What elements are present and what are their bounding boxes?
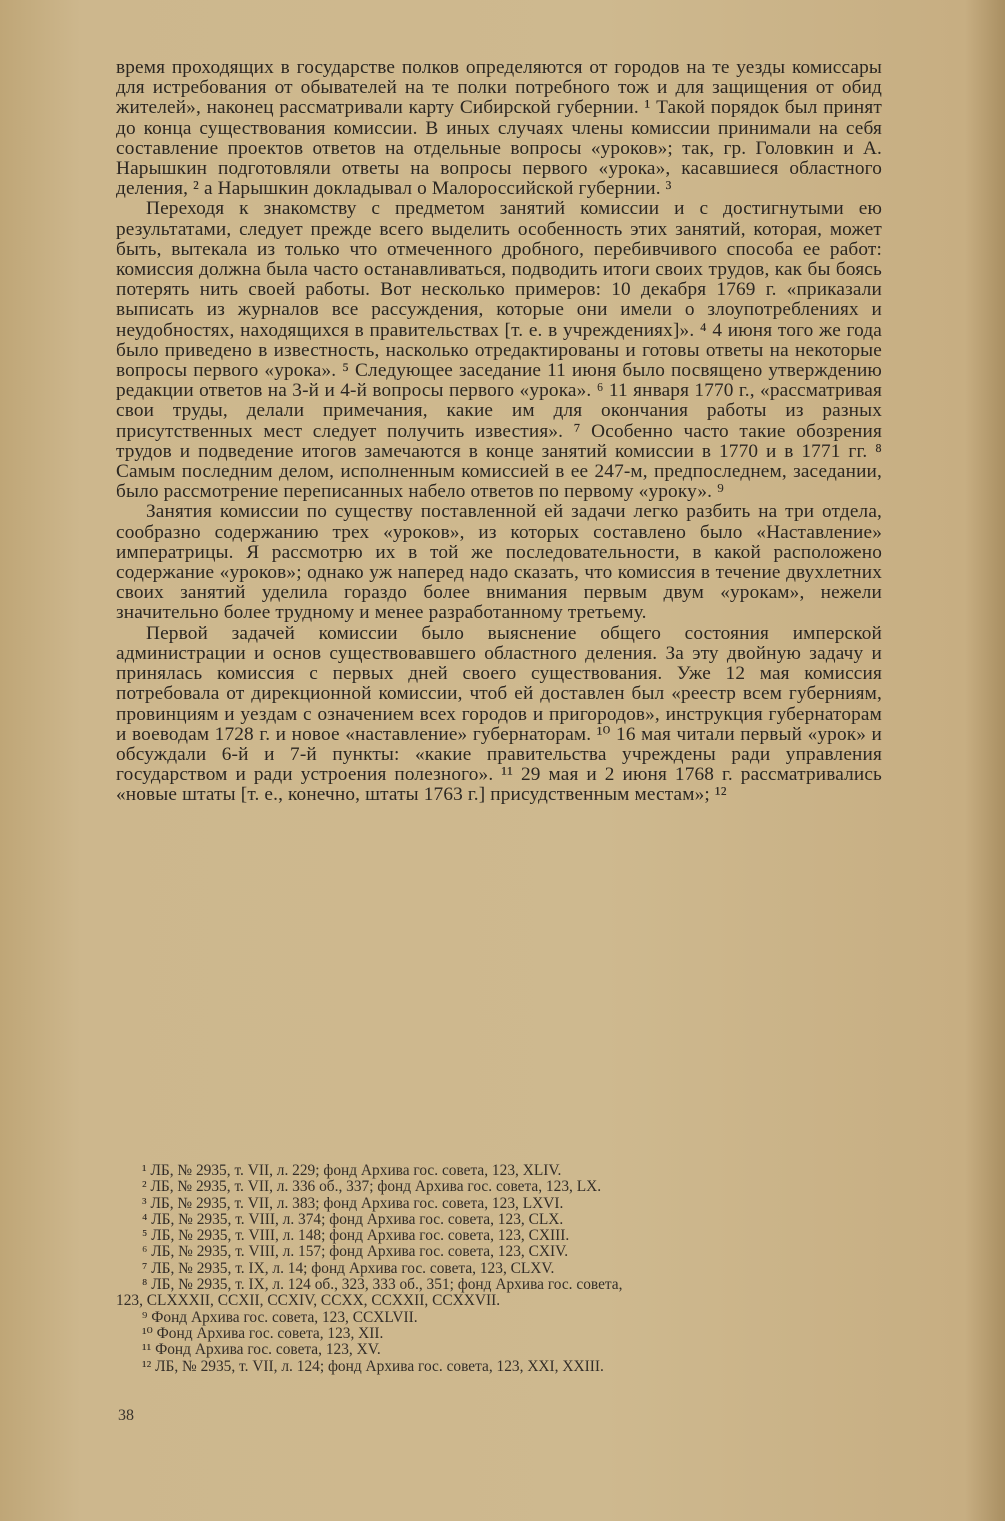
footnote: ² ЛБ, № 2935, т. VII, л. 336 об., 337; фонд Архива гос. совета, 123, LX.: [142, 1178, 602, 1196]
paragraph: Занятия комиссии по существу поставленной ей задачи легко разбить на три отдела, сообразно содержанию трех «уроков», из которых составлено было «Наставление» императрицы. Я рассмотрю их в той же последовательности, в какой расположено содержание «уроков»; однако уж наперед надо сказать, что комиссия в течение двухлетних своих занятий уделила гораздо более внимания первым двум «урокам», нежели значительно более трудному и менее разработанному третьему.: [116, 501, 882, 624]
footnote: ⁵ ЛБ, № 2935, т. VIII, л. 148; фонд Архива гос. совета, 123, CXIII.: [142, 1227, 570, 1245]
page-number: 38: [118, 1407, 134, 1424]
footnote: ¹¹ Фонд Архива гос. совета, 123, XV.: [142, 1341, 381, 1359]
footnote: ⁶ ЛБ, № 2935, т. VIII, л. 157; фонд Архива гос. совета, 123, CXIV.: [142, 1243, 569, 1261]
footnote: ¹ ЛБ, № 2935, т. VII, л. 229; фонд Архива гос. совета, 123, XLIV.: [142, 1162, 562, 1179]
footnote: ¹⁰ Фонд Архива гос. совета, 123, XII.: [142, 1324, 384, 1342]
paragraph: Первой задачей комиссии было выяснение общего состояния имперской администрации и основ существовавшего областного деления. За эту двойную задачу и принялась комиссия с первых дней своего существования. Уже 12 мая комиссия потребовала от дирекционной комиссии, чтоб ей доставлен был «реестр всем губерниям, провинциям и уездам с означением всех городов и пригородов», инструкция губернаторам и воеводам 1728 г. и новое «наставление» губернаторам. ¹⁰ 16 мая читали первый «урок» и обсуждали 6-й и 7-й пункты: «какие правительства учреждены ради управления государством и ради устроения полезного». ¹¹ 29 мая и 2 июня 1768 г. рассматривались «новые штаты [т. е., конечно, штаты 1763 г.] присудственным местам»; ¹²: [116, 622, 882, 806]
footnote: ³ ЛБ, № 2935, т. VII, л. 383; фонд Архива гос. совета, 123, LXVI.: [142, 1194, 564, 1212]
footnote: ⁷ ЛБ, № 2935, т. IX, л. 14; фонд Архива гос. совета, 123, CLXV.: [142, 1259, 555, 1277]
footnote: ⁹ Фонд Архива гос. совета, 123, CCXLVII.: [142, 1308, 418, 1326]
footnotes: [116, 1163, 882, 1375]
paragraph: Переходя к знакомству с предметом занятий комиссии и с достигнутыми ею результатами, следует прежде всего выделить особенность этих занятий, которая, может быть, вытекала из только что отмеченного дробного, перебивчивого способа ее работ: комиссия должна была часто останавливаться, подводить итоги своих трудов, как бы боясь потерять нить своей работы. Вот несколько примеров: 10 декабря 1769 г. «приказали выписать из журналов все рассуждения, которые они имели о злоупотреблениях и неудобностях, находящихся в правительствах [т. е. в учреждениях]». ⁴ 4 июня того же года было приведено в известность, насколько отредактированы и готовы ответы на некоторые вопросы первого «урока». ⁵ Следующее заседание 11 июня было посвящено утверждению редакции ответов на 3-й и 4-й вопросы первого «урока». ⁶ 11 января 1770 г., «рассматривая свои труды, делали примечания, какие им для окончания работы из разных присутственных мест следует получить известия». ⁷ Особенно часто такие обозрения трудов и подведение итогов замечаются в конце занятий комиссии в 1770 и в 1771 гг. ⁸ Самым последним делом, исполненным комиссией в ее 247-м, предпоследнем, заседании, было рассмотрение переписанных набело ответов по первому «уроку». ⁹: [116, 198, 882, 503]
paragraph: время проходящих в государстве полков определяются от городов на те уезды комиссары для истребования от обывателей на те полки потребного тож и для защищения от обид жителей», наконец рассматривали карту Сибирской губернии. ¹ Такой порядок был принят до конца существования комиссии. В иных случаях члены комиссии принимали на себя составление проектов ответов на отдельные вопросы «уроков»; так, гр. Головкин и А. Нарышкин подготовляли ответы на вопросы первого «урока», касавшиеся областного деления, ² а Нарышкин докладывал о Малороссийской губернии. ³: [116, 57, 882, 200]
footnote: ⁸ ЛБ, № 2935, т. IX, л. 124 об., 323, 333 об., 351; фонд Архива гос. совета,: [142, 1276, 623, 1294]
footnote-continuation: 123, CLXXXII, CCXII, CCXIV, CCXX, CCXXII, CCXXVII.: [116, 1292, 501, 1310]
main-text: [116, 58, 882, 806]
footnote: ¹² ЛБ, № 2935, т. VII, л. 124; фонд Архива гос. совета, 123, XXI, XXIII.: [142, 1357, 604, 1375]
footnote: ⁴ ЛБ, № 2935, т. VIII, л. 374; фонд Архива гос. совета, 123, CLX.: [142, 1210, 564, 1228]
page-body: [116, 58, 882, 806]
